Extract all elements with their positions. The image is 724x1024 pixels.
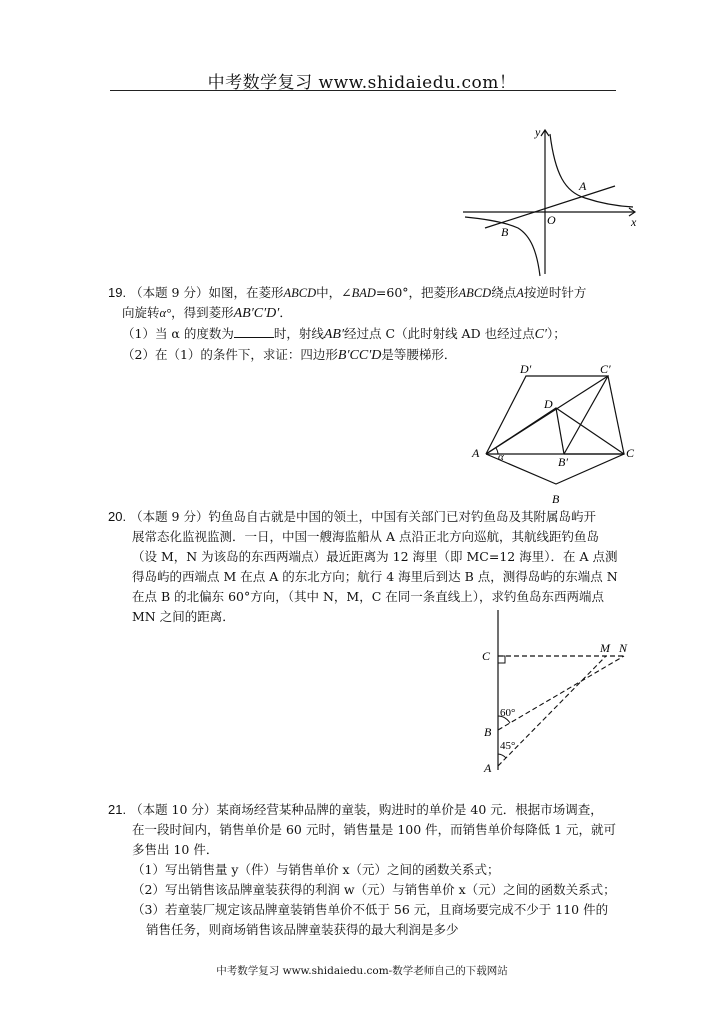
q19-text-1c: =60°，把菱形: [375, 285, 459, 300]
label-a: A: [472, 446, 480, 460]
q19-part1-text-c: 经过点 C（此时射线 AD 也经过点: [344, 326, 535, 341]
q19-rhombus-2: AB′C′D′: [233, 306, 280, 321]
q21-part-1: （1）写出销售量 y（件）与销售单价 x（元）之间的函数关系式；: [132, 862, 500, 877]
q20-text-1: （本题 9 分）钓鱼岛自古就是中国的领土，中国有关部门已对钓鱼岛及其附属岛屿开: [130, 509, 596, 524]
page-header-title: 中考数学复习 www.shidaiedu.com！: [207, 73, 517, 93]
q19-ab-prime: AB′: [323, 327, 345, 342]
label-60-degrees: 60°: [500, 707, 516, 719]
line-b-n: [498, 656, 624, 730]
point-b-label: B: [501, 225, 509, 239]
page-footer: 中考数学复习 www.shidaiedu.com-数学老师自己的下载网站: [216, 965, 508, 977]
hyperbola-branch-first-quadrant: [550, 134, 633, 207]
label-b: B: [484, 725, 492, 739]
q21-line-2: 在一段时间内，销售单价是 60 元时，销售量是 100 件，而销售单价每降低 1 元，就可: [132, 822, 617, 837]
q21-line-1: [108, 800, 628, 820]
q20-line-3: （设 M，N 为该岛的东西两端点）最近距离为 12 海里（即 MC=12 海里）．在 A 点测: [132, 549, 618, 564]
label-a: A: [484, 761, 492, 775]
point-a-label: A: [579, 179, 587, 193]
label-n: N: [619, 641, 628, 655]
q19-text-1a: （本题 9 分）如图，在菱形: [130, 285, 284, 300]
rhombus-abcd-outline: [486, 408, 624, 484]
q19-a: A: [516, 286, 524, 300]
figure-20-navigation: [478, 608, 638, 788]
q19-answer-blank[interactable]: [234, 325, 274, 338]
q19-text-1e: 按逆时针方: [523, 285, 587, 300]
q19-text-2c: ．: [279, 305, 292, 320]
q19-part-1: [108, 324, 628, 345]
label-d: D: [544, 397, 553, 411]
segment-d-b-prime: [556, 408, 564, 454]
q21-part-2: （2）写出销售该品牌童装获得的利润 w（元）与销售单价 x（元）之间的函数关系式；: [132, 882, 616, 897]
q19-c-prime: C′: [534, 327, 547, 342]
label-c: C: [482, 649, 491, 663]
q19-part2-text-a: （2）在（1）的条件下，求证：四边形: [122, 347, 338, 362]
q20-line-2: 展常态化监视监测．一日，中国一艘海监船从 A 点沿正北方向巡航，其航线距钓鱼岛: [132, 529, 599, 544]
q19-text-1d: 绕点: [491, 285, 517, 300]
q19-part1-text-a: （1）当 α 的度数为: [122, 326, 234, 341]
q19-part-2: [108, 345, 628, 366]
q20-line-1: [108, 507, 628, 527]
x-axis-label: x: [631, 215, 637, 229]
q19-text-2a: 向旋转: [122, 305, 160, 320]
origin-label: O: [547, 213, 556, 227]
label-c: C: [626, 446, 635, 460]
q21-line-3: 多售出 10 件．: [132, 842, 219, 857]
q19-alpha: α°: [159, 306, 172, 320]
label-d-prime: D′: [520, 364, 532, 376]
q20-line-6: MN 之间的距离．: [132, 609, 235, 624]
q19-abcd-2: ABCD: [458, 286, 492, 300]
label-45-degrees: 45°: [500, 740, 516, 752]
q19-part1-text-d: ）；: [546, 326, 566, 341]
segment-c-prime-c: [608, 376, 624, 454]
q19-text-2b: ，得到菱形: [171, 305, 234, 320]
q19-part1-text-b: 时，射线: [273, 326, 324, 341]
q19-line-2: [108, 303, 628, 324]
q19-abcd: ABCD: [283, 286, 317, 300]
label-b-prime: B′: [558, 455, 568, 469]
question-21: [108, 800, 628, 940]
label-c-prime: C′: [600, 364, 611, 376]
q21-number: 21.: [108, 802, 127, 817]
segment-a-c-prime: [486, 376, 608, 454]
figure-hyperbola-graph: [455, 124, 645, 280]
q21-text-1: （本题 10 分）某商场经营某种品牌的童装，购进时的单价是 40 元．根据市场调查，: [130, 802, 603, 817]
q19-bad: BAD: [351, 286, 376, 300]
q20-line-4: 得岛屿的西端点 M 在点 A 的东北方向；航行 4 海里后到达 B 点，测得岛屿的东端点 N: [132, 569, 618, 584]
q21-part-3: （3）若童装厂规定该品牌童装销售单价不低于 56 元，且商场要完成不少于 110 件的: [132, 902, 609, 917]
angle-45-arc: [498, 754, 506, 758]
right-angle-marker: [498, 656, 505, 663]
label-alpha: α: [498, 451, 504, 463]
q20-number: 20.: [108, 509, 127, 524]
label-b: B: [552, 492, 560, 506]
question-19: [108, 283, 628, 366]
q19-part2-text-b: 是等腰梯形．: [381, 347, 457, 362]
q20-line-5: 在点 B 的北偏东 60°方向，（其中 N，M，C 在同一条直线上），求钓鱼岛东西两端点: [132, 589, 605, 604]
q19-quadrilateral: B′CC′D: [337, 348, 382, 363]
label-m: M: [600, 641, 610, 655]
q21-part-3-cont: 销售任务，则商场销售该品牌童装获得的最大利润是多少: [146, 922, 459, 937]
figure-19-rhombus: [466, 364, 646, 510]
q19-line-1: [108, 283, 628, 303]
q19-number: 19.: [108, 285, 127, 300]
q19-text-1b: 中，∠: [316, 285, 352, 300]
y-axis-label: y: [535, 125, 541, 139]
header-divider: [110, 90, 616, 91]
